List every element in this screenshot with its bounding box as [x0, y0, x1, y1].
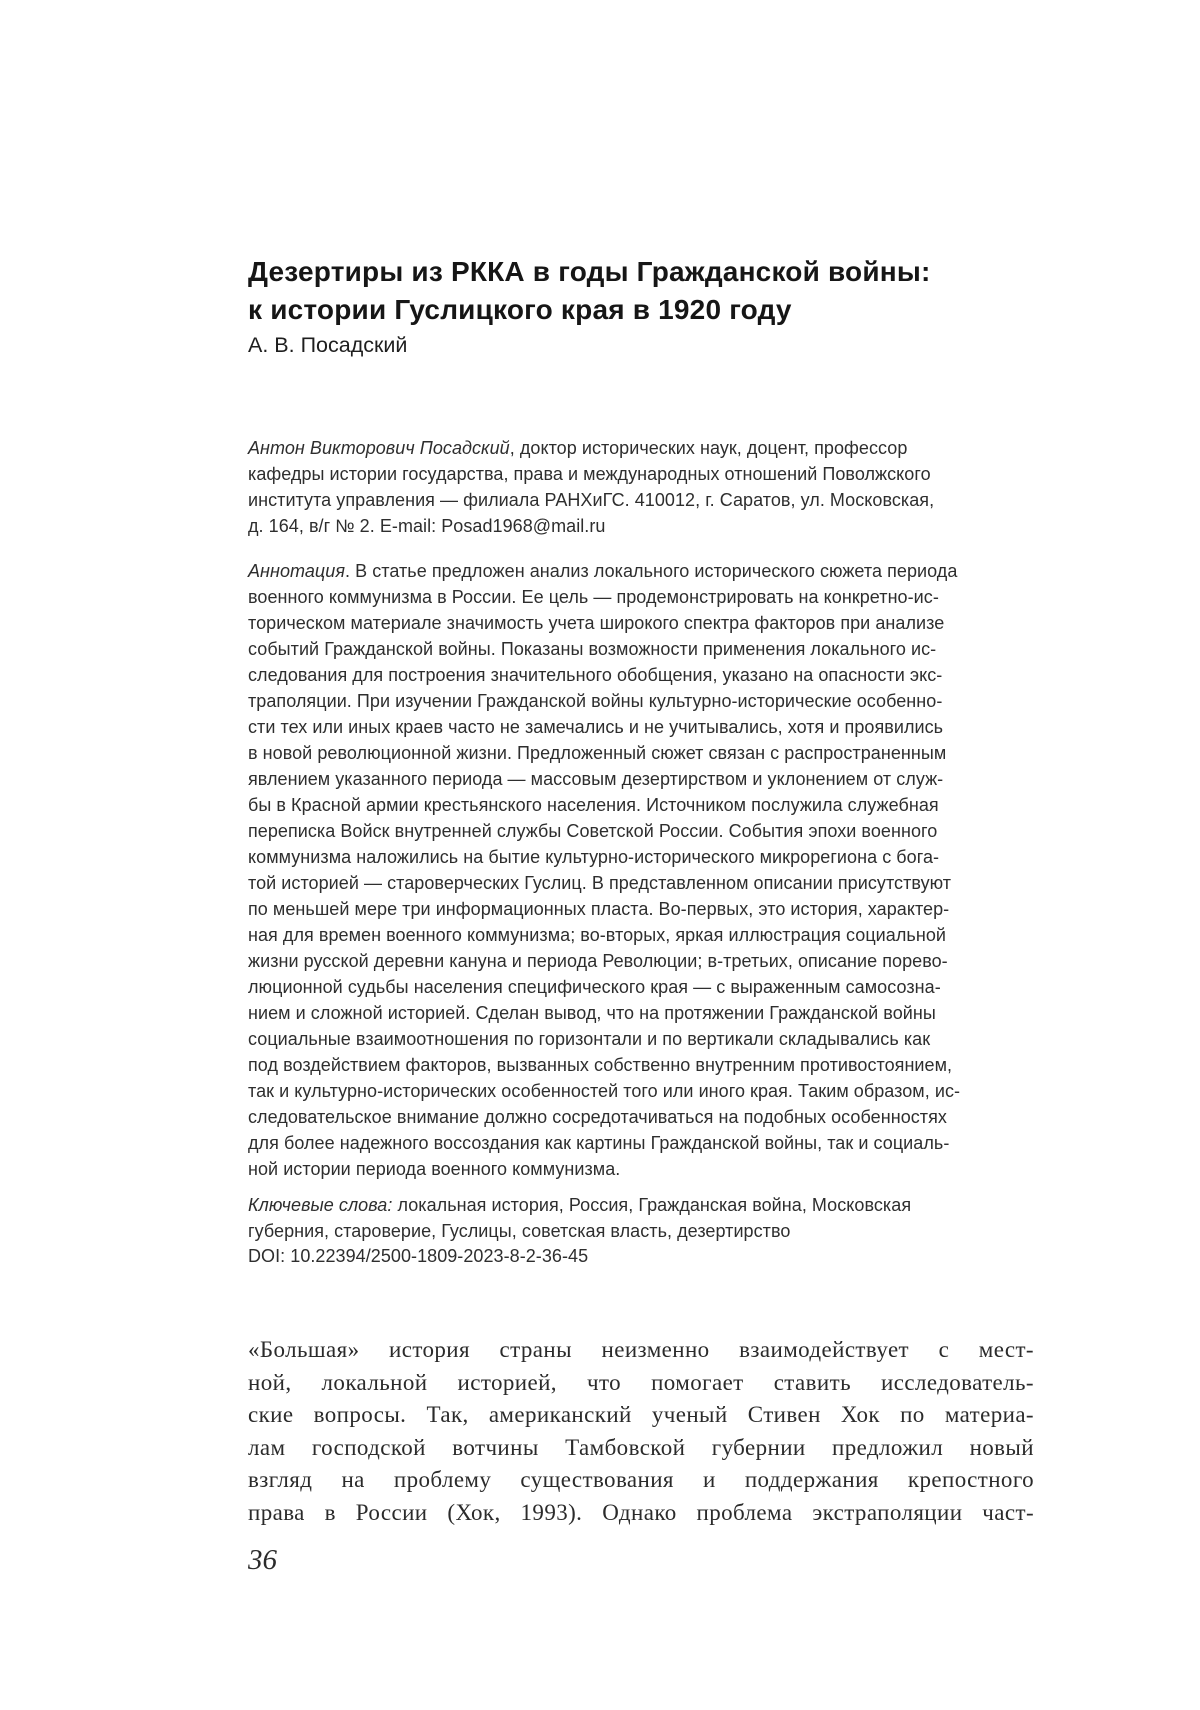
body-line: ские вопросы. Так, американский ученый Стивен Хок по материа-	[248, 1402, 1034, 1427]
doi: DOI: 10.22394/2500-1809-2023-8-2-36-45	[248, 1246, 589, 1266]
page-number: 36	[248, 1544, 277, 1576]
author-name: А. В. Посадский	[248, 333, 408, 357]
author-full-name: Антон Викторович Посадский	[248, 438, 510, 458]
keywords-label: Ключевые слова:	[248, 1195, 393, 1215]
article-title: Дезертиры из РККА в годы Гражданской войны: к истории Гуслицкого края в 1920 году	[248, 255, 931, 325]
body-paragraph	[248, 1334, 1034, 1529]
keywords	[248, 1192, 1040, 1244]
abstract-label: Аннотация	[248, 561, 345, 581]
abstract-text: . В статье предложен анализ локального исторического сюжета периода военного коммунизма в России. Ее цель — продемонстрировать на конкретно-ис- торическом материале значимость учета широкого спектра факторов при анализе событий Гражданской войны. Показаны возможности применения локального ис- следования для построения значительного обобщения, указано на опасности экс- траполяции. При изучении Гражданской войны культурно-исторические особенно- сти тех или иных краев часто не замечались и не учитывались, хотя и проявились в новой революционной жизни. Предложенный сюжет связан с распространенным явлением указанного периода — массовым дезертирством и уклонением от служ- бы в Красной армии крестьянского населения. Источником послужила служебная переписка Войск внутренней службы Советской России. События эпохи военного коммунизма наложились на бытие культурно-исторического микрорегиона с бога- той историей — староверческих Гуслиц. В представленном описании присутствуют по меньшей мере три информационных пласта. Во-первых, это история, характер- ная для времен военного коммунизма; во-вторых, яркая иллюстрация социальной жизни русской деревни кануна и периода Революции; в-третьих, описание порево- люционной судьбы населения специфического края — с выраженным самосозна- нием и сложной историей. Сделан вывод, что на протяжении Гражданской войны социальные взаимоотношения по горизонтали и по вертикали складывались как под воздействием факторов, вызванных собственно внутренним противостоянием, так и культурно-исторических особенностей того или иного края. Таким образом, ис- следовательское внимание должно сосредотачиваться на подобных особенностях для более надежного воссоздания как картины Гражданской войны, так и социаль- ной истории периода военного коммунизма.	[248, 561, 961, 1179]
body-line: ной, локальной историей, что помогает ставить исследователь-	[248, 1369, 1034, 1395]
author-affiliation	[248, 435, 1040, 539]
body-line: взгляд на проблему существования и поддержания крепостного	[248, 1467, 1034, 1492]
keywords-text: локальная история, Россия, Гражданская война, Московская губерния, староверие, Гуслицы, советская власть, дезертирство	[248, 1195, 912, 1241]
body-line: «Большая» история страны неизменно взаимодействует с мест-	[248, 1337, 1034, 1362]
abstract	[248, 558, 1040, 1182]
body-line: лам господской вотчины Тамбовской губернии предложил новый	[248, 1434, 1034, 1460]
body-line: права в России (Хок, 1993). Однако проблема экстраполяции част-	[248, 1499, 1034, 1525]
author-affiliation-text: , доктор исторических наук, доцент, профессор кафедры истории государства, права и международных отношений Поволжского института управления — филиала РАНХиГС. 410012, г. Саратов, ул. Московская, д. 164, в/г № 2. E-mail: Posad1968@mail.ru	[248, 438, 935, 536]
